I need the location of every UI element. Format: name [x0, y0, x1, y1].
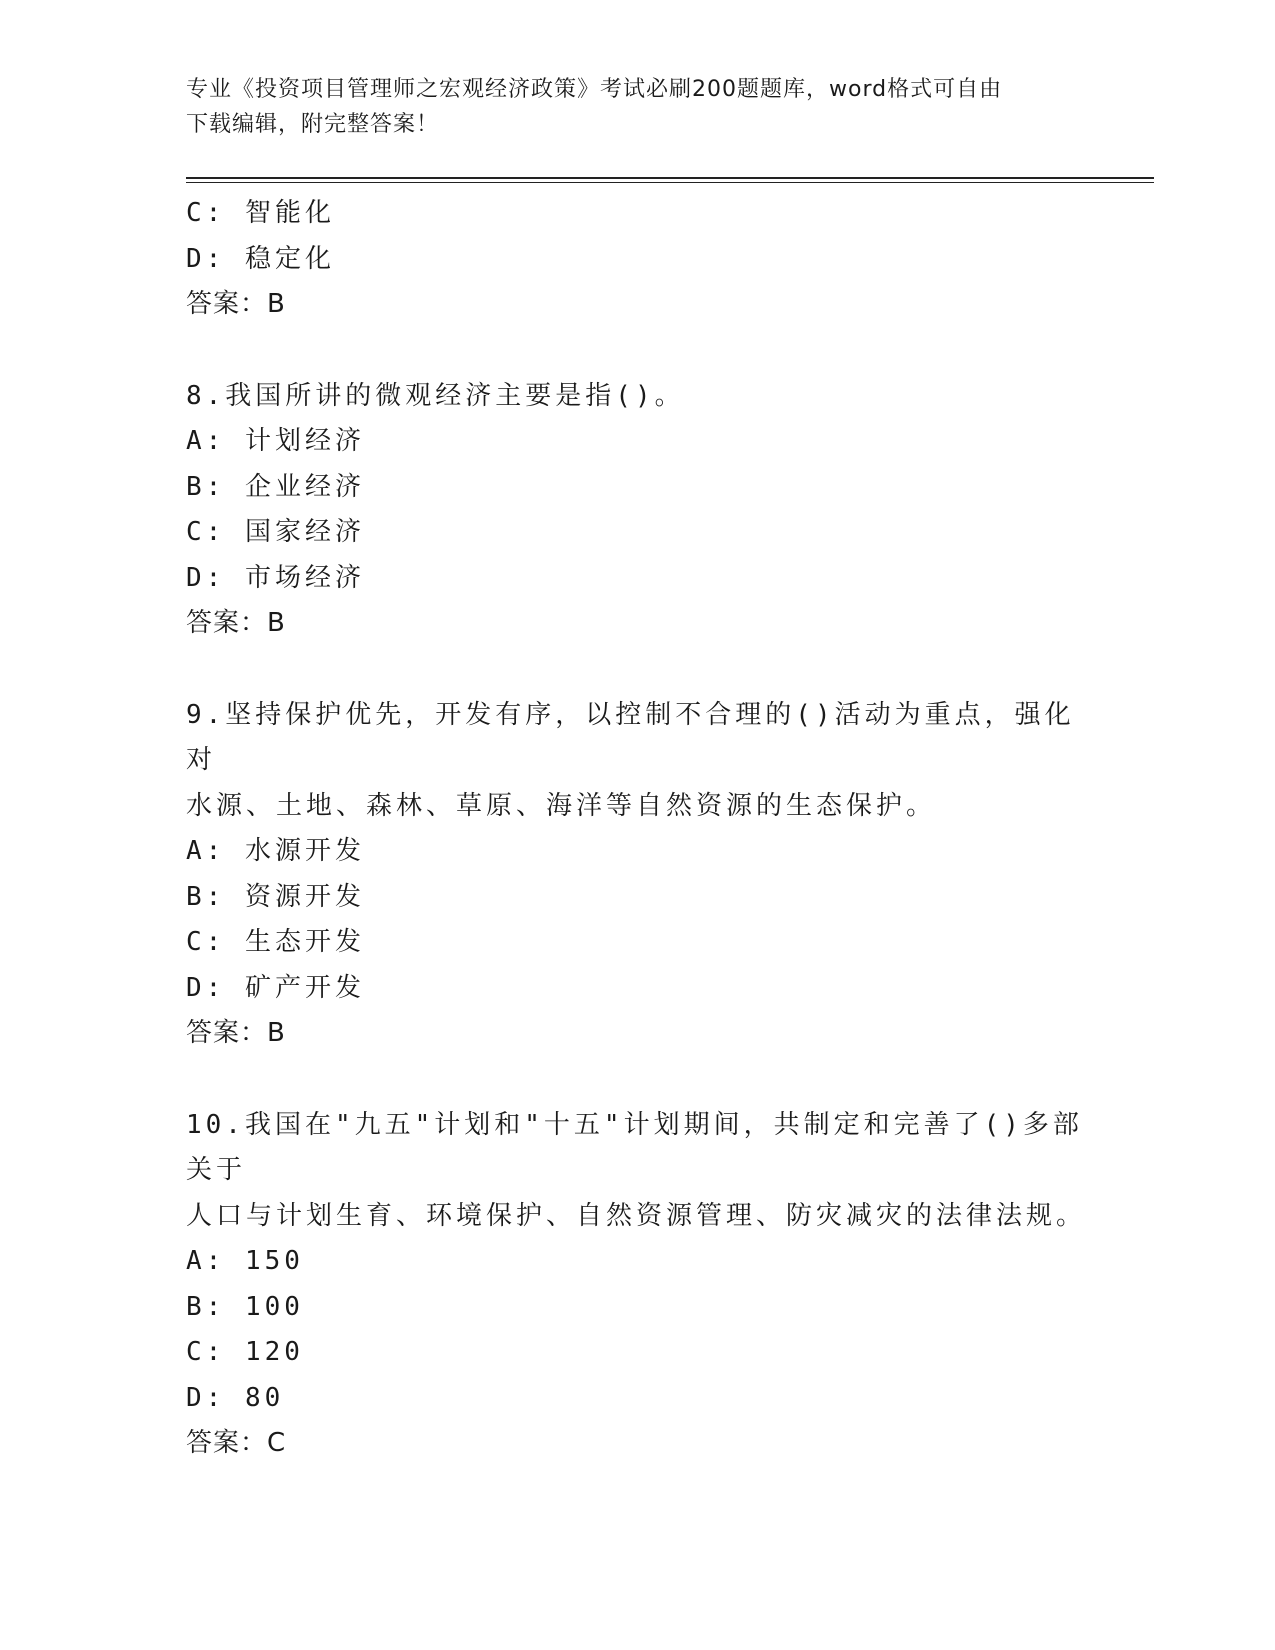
header-line-1: 专业《投资项目管理师之宏观经济政策》考试必刷200题题库，word格式可自由	[186, 77, 1003, 102]
spacer	[186, 328, 1086, 374]
question-7-continued	[186, 191, 1086, 328]
question-stem-line-1: 9.坚持保护优先，开发有序，以控制不合理的()活动为重点，强化对	[186, 699, 1075, 775]
question-stem-line-2: 水源、土地、森林、草原、海洋等自然资源的生态保护。	[186, 790, 937, 821]
option-b: B: 资源开发	[186, 881, 365, 912]
question-9	[186, 693, 1086, 1057]
document-header	[186, 72, 1086, 142]
option-d: D: 市场经济	[186, 562, 365, 593]
header-rule-thick	[186, 177, 1154, 179]
option-d: D: 矿产开发	[186, 972, 365, 1003]
answer-line: 答案：C	[186, 1428, 287, 1458]
question-content	[186, 191, 1086, 1467]
option-c: C: 智能化	[186, 198, 335, 228]
spacer	[186, 647, 1086, 693]
option-c: C: 生态开发	[186, 927, 365, 957]
answer-line: 答案：B	[186, 289, 286, 319]
option-b: B: 企业经济	[186, 471, 365, 502]
answer-line: 答案：B	[186, 608, 286, 638]
header-line-2: 下载编辑，附完整答案！	[186, 112, 440, 137]
question-10	[186, 1103, 1086, 1467]
option-b: B: 100	[186, 1291, 304, 1322]
option-c: C: 国家经济	[186, 517, 365, 547]
option-a: A: 水源开发	[186, 836, 365, 866]
option-d: D: 80	[186, 1382, 285, 1413]
option-a: A: 150	[186, 1246, 304, 1276]
question-stem: 8.我国所讲的微观经济主要是指()。	[186, 380, 685, 411]
question-stem-line-2: 人口与计划生育、环境保护、自然资源管理、防灾减灾的法律法规。	[186, 1200, 1087, 1231]
question-stem-line-1: 10.我国在"九五"计划和"十五"计划期间，共制定和完善了()多部关于	[186, 1109, 1083, 1185]
header-rule-thin	[186, 182, 1154, 183]
option-c: C: 120	[186, 1337, 304, 1367]
answer-line: 答案：B	[186, 1018, 286, 1048]
question-8	[186, 374, 1086, 647]
spacer	[186, 1057, 1086, 1103]
option-a: A: 计划经济	[186, 426, 365, 456]
option-d: D: 稳定化	[186, 243, 335, 274]
